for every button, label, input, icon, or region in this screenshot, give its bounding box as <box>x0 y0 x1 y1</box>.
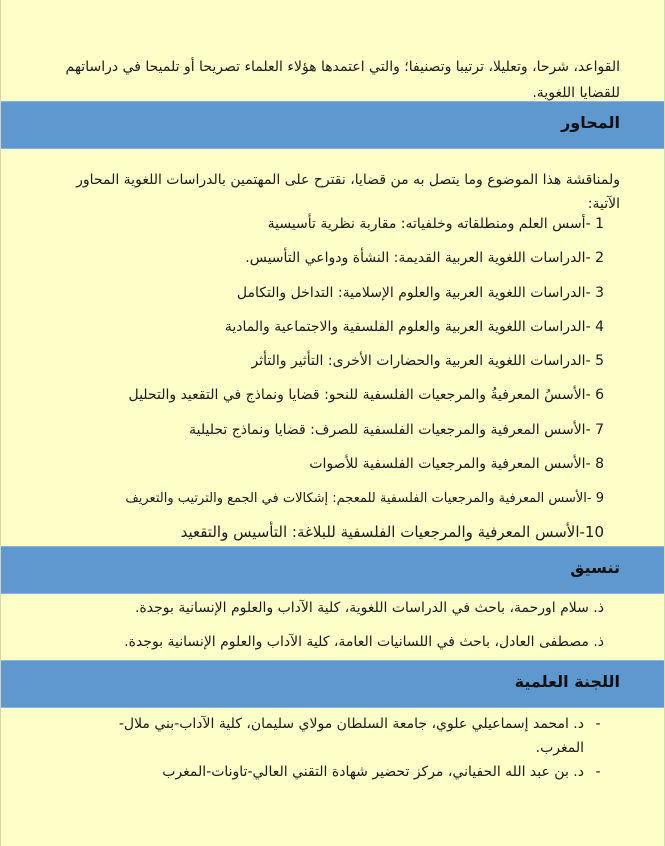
axis-item-8: 8 -الأسس المعرفية والمرجعيات الفلسفية للأصوات <box>309 456 604 472</box>
section-header-committee <box>1 660 664 708</box>
section-header-coordination <box>1 546 664 594</box>
axis-item-9: 9 -الأسس المعرفية والمرجعيات الفلسفية للمعجم: إشكالات في الجمع والترتيب والتعريف <box>125 491 604 506</box>
list-bullet: - <box>595 764 601 780</box>
axis-item-3: 3 -الدراسات اللغوية العربية والعلوم الإسلامية: التداخل والتكامل <box>236 285 604 301</box>
intro-paragraph: القواعد، شرحا، وتعليلا، ترتيبا وتصنيفا؛ والتي اعتمدها هؤلاء العلماء تصريحا أو تلميحا في دراساتهم للقضايا اللغوية. <box>65 59 620 101</box>
section-header-axes <box>1 101 664 149</box>
section-title-axes: المحاور <box>561 113 620 132</box>
axes-intro-paragraph: ولمناقشة هذا الموضوع وما يتصل به من قضايا، نقترح على المهتمين بالدراسات اللغوية المحاور الآتية: <box>76 172 620 212</box>
axis-item-7: 7 -الأسس المعرفية والمرجعيات الفلسفية للصرف: قضايا ونماذج تحليلية <box>189 422 604 438</box>
axis-item-10: 10-الأسس المعرفية والمرجعيات الفلسفية للبلاغة: التأسيس والتقعيد <box>180 523 604 541</box>
list-bullet: - <box>595 716 601 732</box>
committee-member-text: د. امحمد إسماعيلي علوي، جامعة السلطان مولاي سليمان، كلية الآداب-بني ملال-المغرب. <box>118 716 584 756</box>
section-title-committee: اللجنة العلمية <box>514 672 620 691</box>
axis-item-1: 1 -أسس العلم ومنطلقاته وخلفياته: مقاربة نظرية تأسيسية <box>267 216 604 232</box>
committee-member-1 <box>83 712 606 760</box>
section-title-coordination: تنسيق <box>570 558 620 577</box>
committee-member-text: د. بن عبد الله الحفياني، مركز تحضير شهادة التقني العالي-تاونات-المغرب <box>162 764 584 780</box>
axis-item-5: 5 -الدراسات اللغوية العربية والحضارات الأخرى: التأثير والتأثر <box>251 353 604 369</box>
coordinator-2: ذ. مصطفى العادل، باحث في اللسانيات العامة، كلية الآداب والعلوم الإنسانية بوجدة. <box>124 634 604 650</box>
axis-item-2: 2 -الدراسات اللغوية العربية القديمة: النشأة ودواعي التأسيس. <box>245 250 604 266</box>
axis-item-6: 6 -الأسسُ المعرفيةُ والمرجعيات الفلسفية للنحو: قضايا ونماذج في التقعيد والتحليل <box>128 387 604 403</box>
committee-member-2 <box>83 760 606 784</box>
axis-item-4: 4 -الدراسات اللغوية العربية والعلوم الفلسفية والاجتماعية والمادية <box>224 319 604 335</box>
coordinator-1: ذ. سلام اورحمة، باحث في الدراسات اللغوية، كلية الآداب والعلوم الإنسانية بوجدة. <box>134 600 604 616</box>
